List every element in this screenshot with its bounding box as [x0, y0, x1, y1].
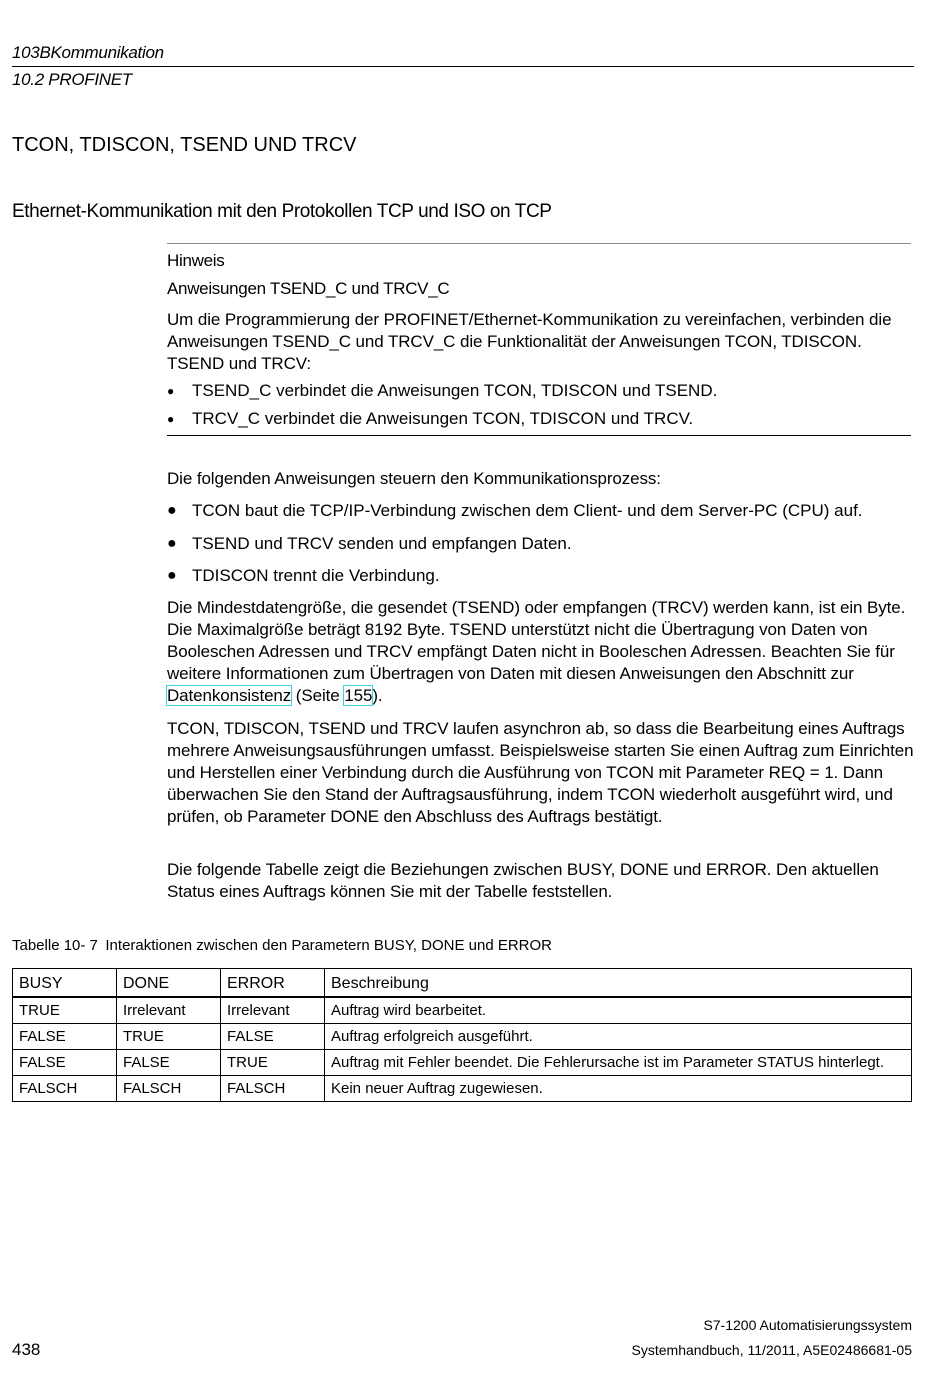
status-table [12, 968, 912, 1102]
running-header-chapter: 103BKommunikation [12, 43, 164, 62]
paragraph-async: TCON, TDISCON, TSEND und TRCV laufen asynchron ab, so dass die Bearbeitung eines Auftrags mehrere Anweisungsausführungen umfasst. Beispielsweise starten Sie einen Auftrag zum Einrichten und Herstellen einer Verbindung durch die Ausführung von TCON mit Parameter REQ = 1. Dann überwachen Sie den Stand der Auftragsausführung, indem TCON wiederholt ausgeführt wird, und prüfen, ob Parameter DONE den Abschluss des Auftrags bestätigt. [167, 719, 914, 826]
paragraph-text: (Seite [291, 686, 345, 705]
running-header-section: 10.2 PROFINET [12, 70, 132, 89]
link-datenkonsistenz[interactable]: Datenkonsistenz [167, 686, 292, 705]
table-cell: FALSE [117, 1050, 221, 1076]
table-cell: Kein neuer Auftrag zugewiesen. [325, 1076, 912, 1102]
table-cell: FALSE [13, 1024, 117, 1050]
note-bottom-rule [167, 435, 911, 436]
bullet-icon: ● [167, 412, 175, 426]
table-header-row [13, 969, 912, 998]
paragraph-text: Die Mindestdatengröße, die gesendet (TSEND) oder empfangen (TRCV) werden kann, ist ein Byte. Die Maximalgröße beträgt 8192 Byte. TSEND unterstützt nicht die Übertragung von Daten von Booleschen Adressen und TRCV empfängt Daten nicht in Booleschen Adressen. Beachten Sie für weitere Informationen zum Übertragen von Daten mit diesen Anweisungen den Abschnitt zur [167, 598, 906, 683]
table-cell: Auftrag mit Fehler beendet. Die Fehlerursache ist im Parameter STATUS hinterlegt. [325, 1050, 912, 1076]
table-cell: TRUE [117, 1024, 221, 1050]
table-cell: FALSCH [13, 1076, 117, 1102]
list-item-text: TCON baut die TCP/IP-Verbindung zwischen dem Client- und dem Server-PC (CPU) auf. [192, 501, 863, 520]
column-header: BUSY [13, 969, 117, 998]
table-caption: Tabelle 10- 7 Interaktionen zwischen den Parametern BUSY, DONE und ERROR [12, 937, 552, 954]
table-cell: FALSE [13, 1050, 117, 1076]
note-heading: Anweisungen TSEND_C und TRCV_C [167, 279, 450, 298]
column-header: ERROR [221, 969, 325, 998]
table-row [13, 1076, 912, 1102]
table-cell: Irrelevant [221, 997, 325, 1024]
list-item-text: TSEND und TRCV senden und empfangen Daten. [192, 534, 572, 553]
table-cell: FALSCH [117, 1076, 221, 1102]
table-row [13, 1050, 912, 1076]
note-text: Um die Programmierung der PROFINET/Ethernet-Kommunikation zu vereinfachen, verbinden die Anweisungen TSEND_C und TRCV_C die Funktionalität der Anweisungen TCON, TDISCON. TSEND und TRCV: [167, 310, 892, 373]
bullet-icon: ● [167, 502, 177, 519]
footer-product: S7-1200 Automatisierungssystem [703, 1317, 912, 1333]
section-subtitle: Ethernet-Kommunikation mit den Protokollen TCP und ISO on TCP [12, 201, 552, 222]
table-cell: Auftrag wird bearbeitet. [325, 997, 912, 1024]
column-header: Beschreibung [325, 969, 912, 998]
header-rule [12, 66, 914, 67]
footer-manual: Systemhandbuch, 11/2011, A5E02486681-05 [631, 1342, 912, 1358]
bullet-icon: ● [167, 384, 175, 398]
note-bullet-text: TRCV_C verbindet die Anweisungen TCON, TDISCON und TRCV. [192, 409, 694, 428]
paragraph-data-size [167, 597, 915, 707]
paragraph-table-intro: Die folgende Tabelle zeigt die Beziehungen zwischen BUSY, DONE und ERROR. Den aktuellen Status eines Auftrags können Sie mit der Tabelle feststellen. [167, 860, 879, 901]
column-header: DONE [117, 969, 221, 998]
note-bullet-text: TSEND_C verbindet die Anweisungen TCON, TDISCON und TSEND. [192, 381, 718, 400]
intro-text: Die folgenden Anweisungen steuern den Kommunikationsprozess: [167, 469, 661, 488]
paragraph-text: ). [372, 686, 383, 705]
table-cell: Irrelevant [117, 997, 221, 1024]
list-item-text: TDISCON trennt die Verbindung. [192, 566, 440, 585]
table-cell: FALSE [221, 1024, 325, 1050]
link-page-155[interactable]: 155 [344, 686, 373, 705]
bullet-icon: ● [167, 535, 177, 552]
note-top-rule [167, 243, 911, 244]
table-cell: TRUE [221, 1050, 325, 1076]
page-title: TCON, TDISCON, TSEND UND TRCV [12, 134, 357, 156]
bullet-icon: ● [167, 567, 177, 584]
table-row [13, 1024, 912, 1050]
page-number: 438 [12, 1340, 41, 1359]
table-cell: TRUE [13, 997, 117, 1024]
table-cell: FALSCH [221, 1076, 325, 1102]
note-label: Hinweis [167, 251, 225, 270]
table-row [13, 997, 912, 1024]
table-cell: Auftrag erfolgreich ausgeführt. [325, 1024, 912, 1050]
